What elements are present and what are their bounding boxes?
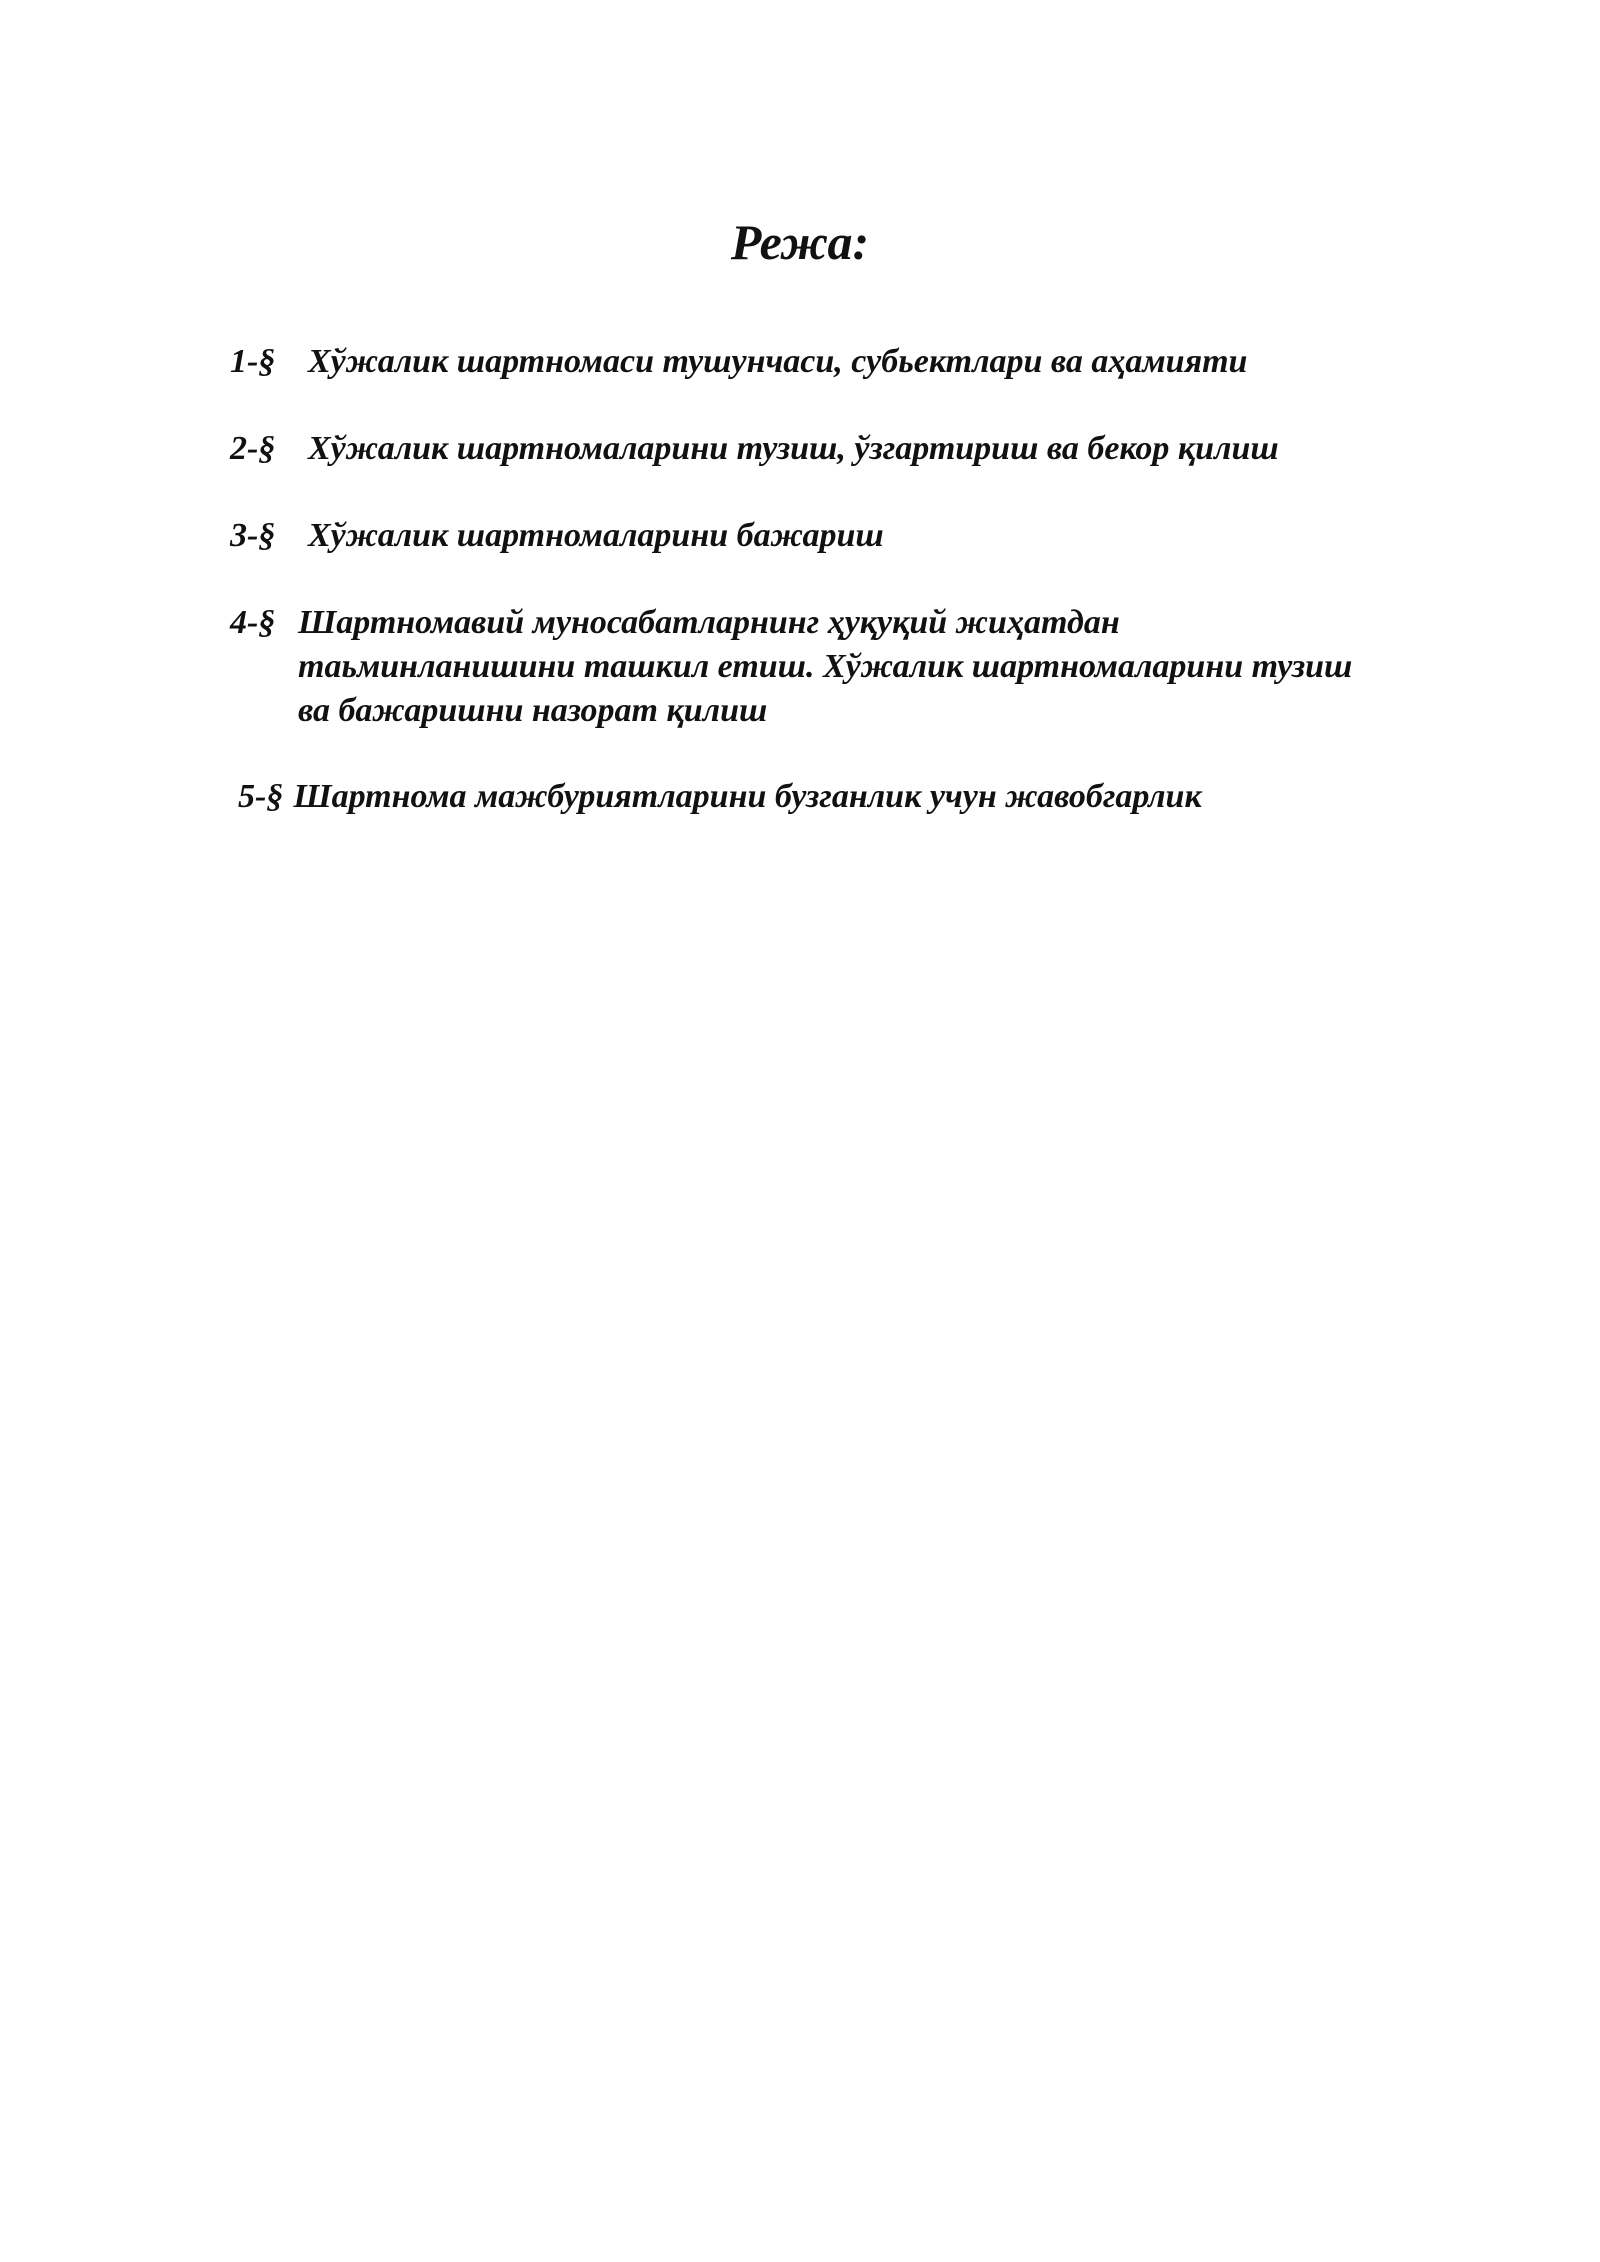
plan-item-2 (230, 427, 1279, 471)
section-text: Хўжалик шартномаларини тузиш, ўзгартириш ва бекор қилиш (308, 430, 1279, 467)
plan-item-4 (230, 601, 1352, 733)
section-text-continued: таьминланишини ташкил етиш. Хўжалик шартномаларини тузиш (298, 648, 1353, 685)
section-number: 4-§ (230, 604, 276, 641)
section-text: Шартнома мажбуриятларини бузганлик учун жавобгарлик (293, 778, 1202, 815)
section-text: Хўжалик шартномаларини бажариш (308, 517, 884, 554)
section-number: 3-§ (230, 517, 276, 554)
plan-item-1 (230, 340, 1247, 384)
plan-item-3 (230, 514, 884, 558)
section-text-continued: ва бажаришни назорат қилиш (298, 692, 768, 729)
plan-item-5 (238, 775, 1202, 819)
section-number: 5-§ (238, 778, 284, 815)
page-title: Режа: (730, 214, 870, 270)
section-number: 2-§ (230, 430, 276, 467)
section-text: Хўжалик шартномаси тушунчаси, субьектлари ва аҳамияти (308, 343, 1248, 380)
section-number: 1-§ (230, 343, 276, 380)
section-text: Шартномавий муносабатларнинг ҳуқуқий жиҳатдан (298, 604, 1120, 641)
